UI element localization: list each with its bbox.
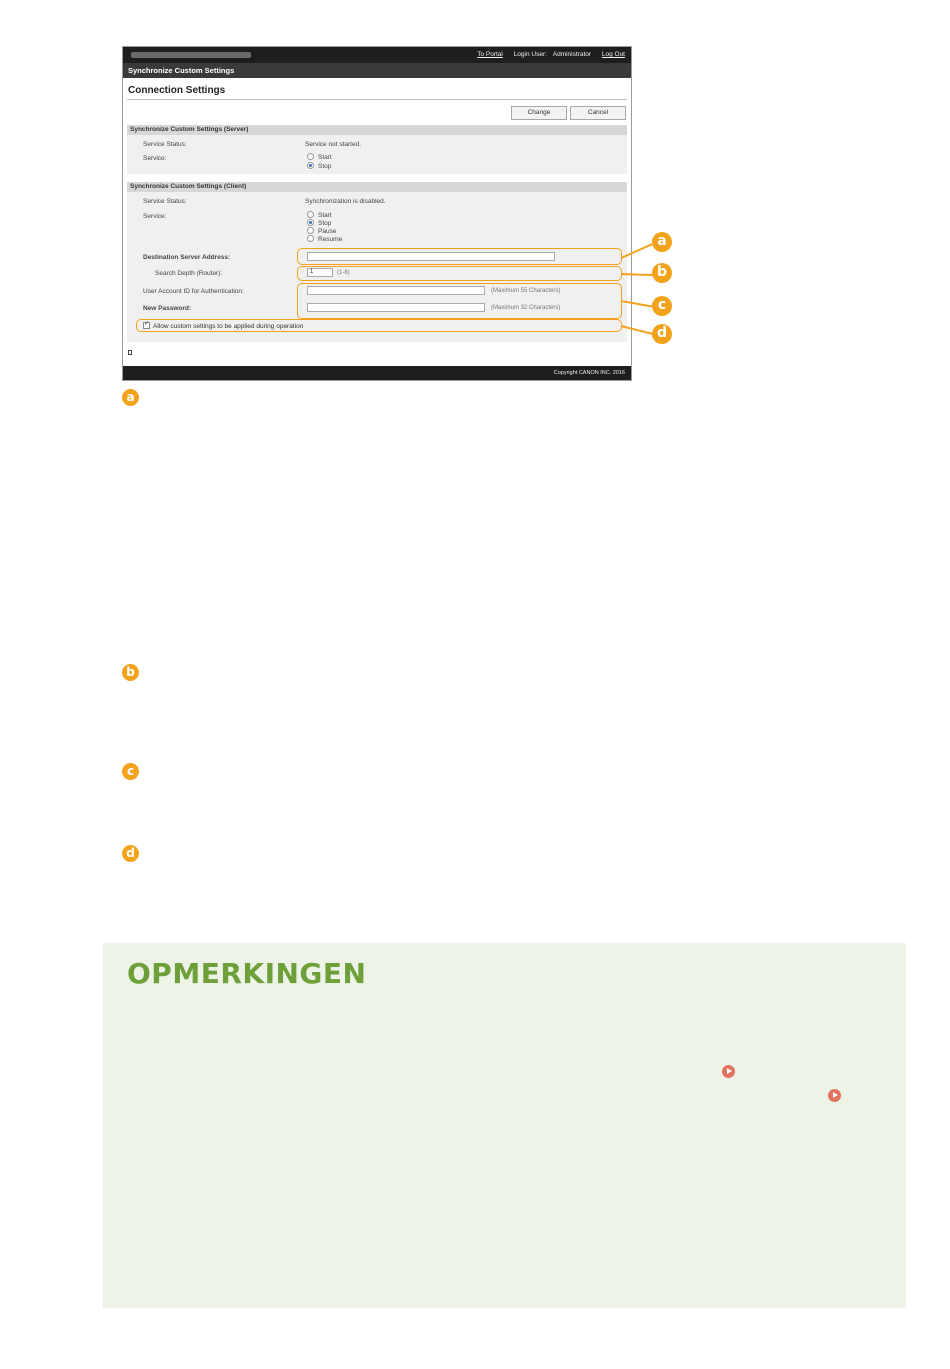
new-password-label: New Password: [143, 305, 192, 312]
top-links [468, 51, 625, 58]
callout-marker-a: a [652, 232, 672, 252]
client-radio-pause[interactable]: Pause [307, 227, 336, 235]
radio-selected-icon [307, 219, 314, 226]
search-depth-range: (1-8) [337, 270, 350, 276]
ui-screenshot [122, 46, 632, 381]
client-service-label: Service: [143, 213, 167, 220]
note-box [103, 943, 906, 1308]
title-bar-text: Synchronize Custom Settings [128, 66, 235, 75]
highlight-b [297, 266, 622, 281]
cancel-button[interactable]: Cancel [570, 106, 626, 120]
list-marker-d: d [122, 845, 139, 862]
divider [127, 99, 627, 100]
radio-icon [307, 153, 314, 160]
highlight-a [297, 248, 622, 265]
allow-custom-settings-checkbox[interactable]: ✓Allow custom settings to be applied during operation [143, 322, 303, 330]
callout-marker-d: d [652, 324, 672, 344]
destination-server-label: Destination Server Address: [143, 254, 231, 261]
link-arrow-icon[interactable] [722, 1065, 735, 1078]
client-radio-stop[interactable]: Stop [307, 219, 331, 227]
highlight-d [136, 319, 622, 332]
top-bar [123, 47, 631, 63]
server-status-label: Service Status: [143, 141, 187, 148]
login-user-name: Administrator [552, 51, 592, 58]
client-radio-start[interactable]: Start [307, 211, 332, 219]
radio-selected-icon [307, 162, 314, 169]
page-title: Connection Settings [128, 85, 226, 96]
list-marker-b: b [122, 664, 139, 681]
radio-icon [307, 227, 314, 234]
callout-marker-c: c [652, 296, 672, 316]
highlight-c [297, 283, 622, 319]
change-button[interactable]: Change [511, 106, 567, 120]
search-depth-input[interactable]: 1 [307, 268, 333, 277]
user-id-hint: (Maximum 55 Characters) [491, 288, 561, 294]
server-section [127, 125, 627, 174]
client-status-label: Service Status: [143, 198, 187, 205]
link-arrow-icon[interactable] [828, 1089, 841, 1102]
blurred-note-text [149, 380, 559, 381]
copyright-text: Copyright CANON INC. 2016 [553, 370, 625, 376]
log-out-link[interactable]: Log Out [601, 51, 625, 58]
server-radio-stop[interactable]: Stop [307, 162, 331, 170]
login-user-label: Login User: [513, 51, 547, 58]
new-password-hint: (Maximum 32 Characters) [491, 305, 561, 311]
list-marker-c: c [122, 763, 139, 780]
radio-icon [307, 211, 314, 218]
to-portal-link[interactable]: To Portal [477, 51, 503, 58]
client-section-heading: Synchronize Custom Settings (Client) [127, 182, 627, 192]
device-name-blurred [131, 52, 251, 58]
search-depth-label: Search Depth (Router): [155, 270, 223, 277]
list-marker-a: a [122, 389, 139, 406]
radio-icon [307, 235, 314, 242]
server-status-value: Service not started. [305, 141, 361, 148]
callout-marker-b: b [652, 263, 672, 283]
bottom-bar [123, 366, 631, 380]
server-service-label: Service: [143, 155, 167, 162]
note-title: OPMERKINGEN [127, 957, 367, 990]
server-section-heading: Synchronize Custom Settings (Server) [127, 125, 627, 135]
client-radio-resume[interactable]: Resume [307, 235, 342, 243]
title-bar [123, 63, 631, 78]
client-status-value: Synchronization is disabled. [305, 198, 386, 205]
document-icon [128, 350, 132, 355]
user-id-label: User Account ID for Authentication: [143, 288, 244, 295]
server-radio-start[interactable]: Start [307, 153, 332, 161]
